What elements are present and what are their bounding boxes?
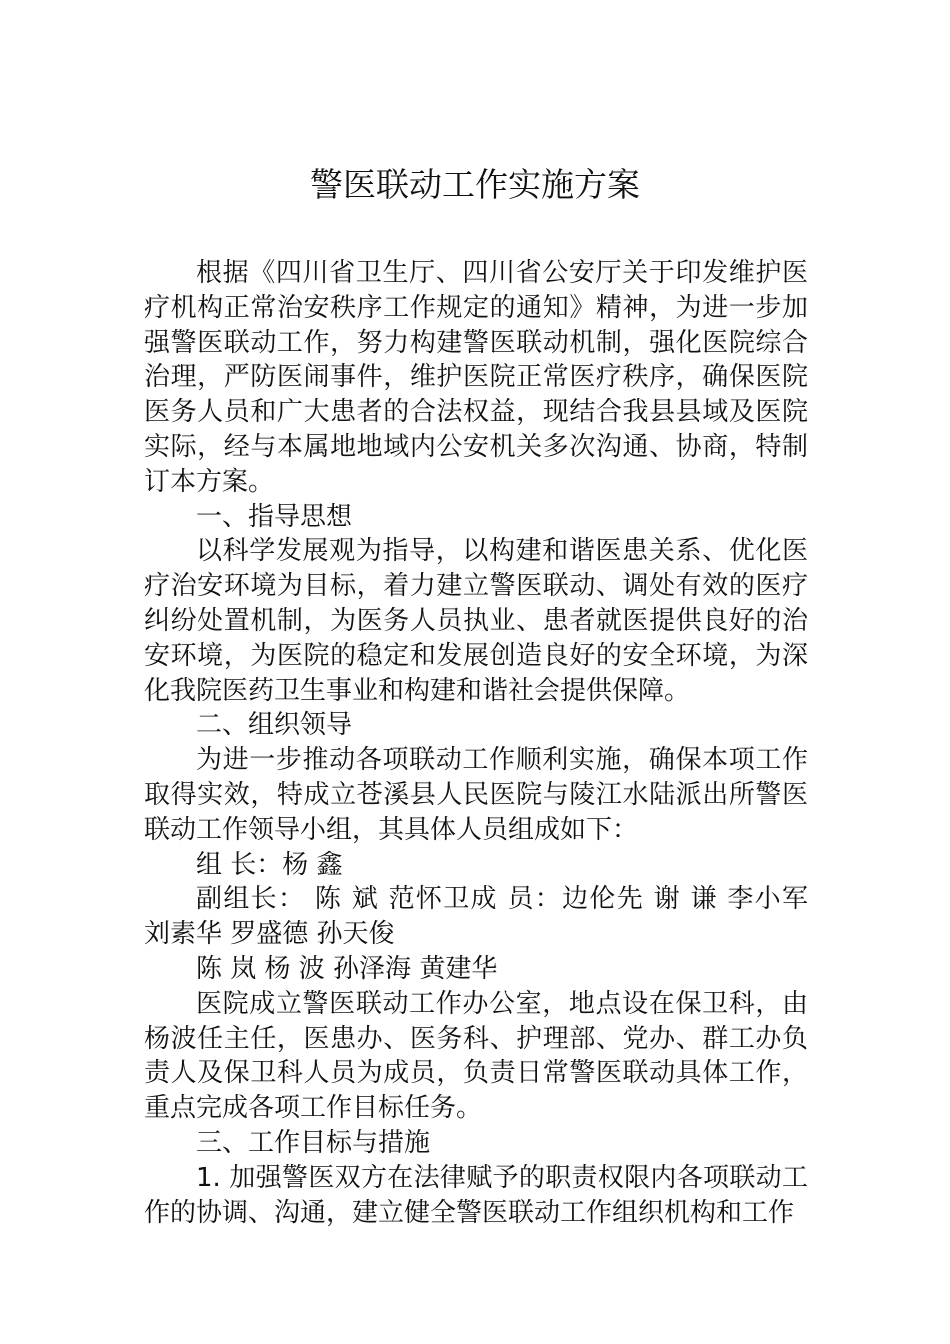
leader-line: 组 长：杨 鑫 (196, 849, 343, 880)
members-line: 副组长： 陈 斌 范怀卫成 员：边伦先 谢 谦 李小军 刘素华 罗盛德 孙天俊 (144, 884, 808, 950)
paragraph-office: 医院成立警医联动工作办公室，地点设在保卫科，由杨波任主任，医患办、医务科、护理部、党办、群工办负责人及保卫科人员为成员，负责日常警医联动具体工作，重点完成各项工作目标任务。 (144, 988, 808, 1124)
members-line-continued: 陈 岚 杨 波 孙泽海 黄建华 (196, 953, 498, 984)
heading-guiding-ideology: 一、指导思想 (196, 501, 353, 532)
document-body (144, 256, 808, 1230)
paragraph-guiding-ideology: 以科学发展观为指导，以构建和谐医患关系、优化医疗治安环境为目标，着力建立警医联动、调处有效的医疗纠纷处置机制，为医务人员执业、患者就医提供良好的治安环境，为医院的稳定和发展创造良好的安全环境，为深化我院医药卫生事业和构建和谐社会提供保障。 (144, 536, 808, 706)
heading-goals-measures: 三、工作目标与措施 (196, 1127, 431, 1158)
paragraph-organization: 为进一步推动各项联动工作顺利实施，确保本项工作取得实效，特成立苍溪县人民医院与陵江水陆派出所警医联动工作领导小组，其具体人员组成如下： (144, 745, 808, 845)
heading-organization: 二、组织领导 (196, 710, 353, 741)
document-title: 警医联动工作实施方案 (310, 165, 640, 204)
paragraph-measure-1: 1. 加强警医双方在法律赋予的职责权限内各项联动工作的协调、沟通，建立健全警医联动工作组织机构和工作 (144, 1162, 808, 1228)
paragraph-intro: 根据《四川省卫生厅、四川省公安厅关于印发维护医疗机构正常治安秩序工作规定的通知》精神，为进一步加强警医联动工作，努力构建警医联动机制，强化医院综合治理，严防医闹事件，维护医院正常医疗秩序，确保医院医务人员和广大患者的合法权益，现结合我县县域及医院实际，经与本属地地域内公安机关多次沟通、协商，特制订本方案。 (144, 258, 808, 497)
